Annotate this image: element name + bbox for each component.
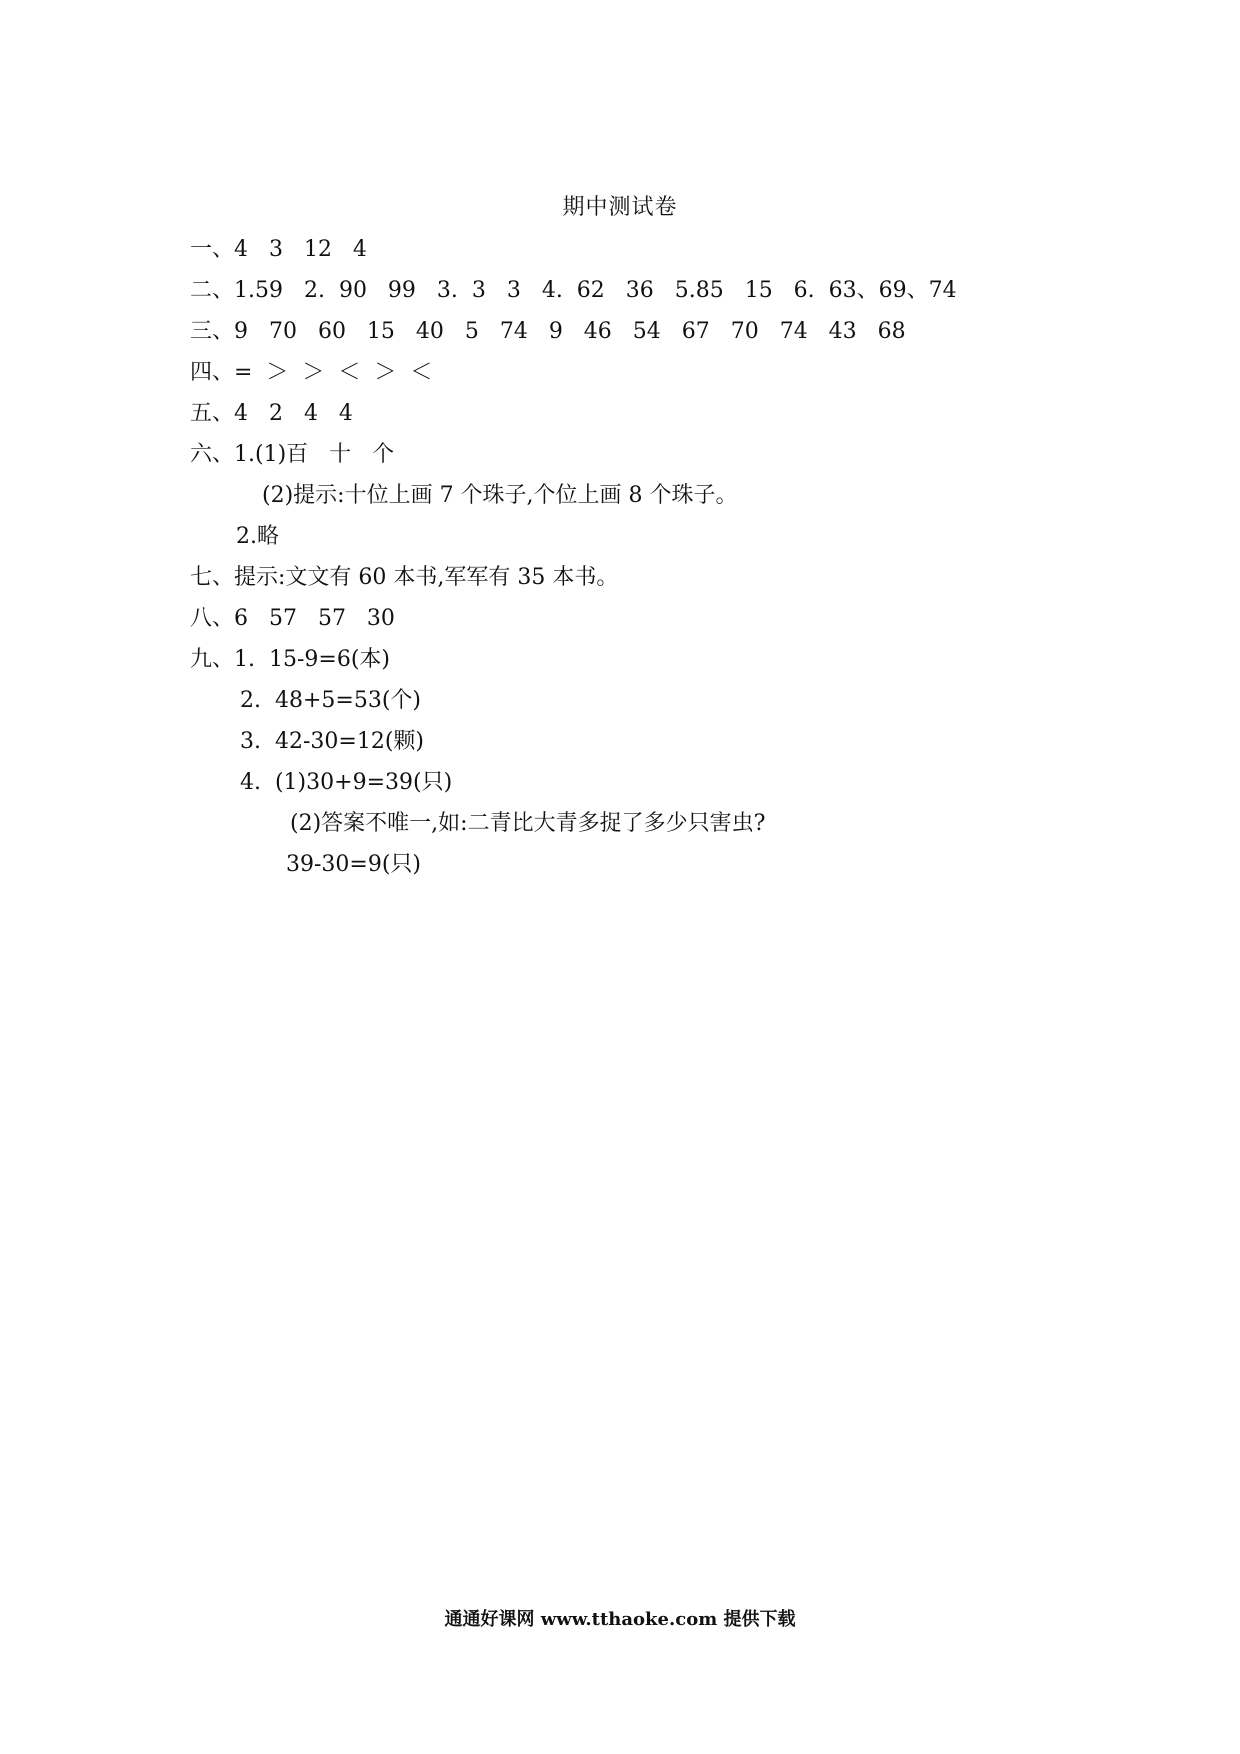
answer-line-6-item-2: 2.略	[236, 524, 279, 549]
answer-line-9-item-4: 4. (1)30+9=39(只)	[240, 770, 453, 795]
answer-line-7: 七、提示:文文有 60 本书,军军有 35 本书。	[190, 565, 619, 590]
answer-line-9-item-2: 2. 48+5=53(个)	[240, 688, 421, 713]
answer-line-8: 八、6 57 57 30	[190, 606, 395, 631]
answer-line-3: 三、9 70 60 15 40 5 74 9 46 54 67 70 74 43 68	[190, 319, 906, 344]
answer-line-6: 六、1.(1)百 十 个	[190, 442, 395, 467]
answer-line-9: 九、1. 15-9=6(本)	[190, 647, 390, 672]
answer-line-1: 一、4 3 12 4	[190, 237, 367, 262]
answer-line-4: 四、= ＞ ＞ ＜ ＞ ＜	[190, 360, 433, 385]
answer-line-9-item-3: 3. 42-30=12(颗)	[240, 729, 424, 754]
answer-line-2: 二、1.59 2. 90 99 3. 3 3 4. 62 36 5.85 15 6. 63、69、74	[190, 278, 957, 303]
answer-line-5: 五、4 2 4 4	[190, 401, 353, 426]
answer-line-6-part-2: (2)提示:十位上画 7 个珠子,个位上画 8 个珠子。	[262, 483, 738, 508]
answer-line-9-item-4-part-2: (2)答案不唯一,如:二青比大青多捉了多少只害虫?	[290, 811, 766, 836]
answer-line-9-item-4-calculation: 39-30=9(只)	[286, 852, 422, 877]
page-title: 期中测试卷	[562, 195, 678, 220]
footer-source-text: 通通好课网 www.tthaoke.com 提供下载	[444, 1609, 796, 1630]
